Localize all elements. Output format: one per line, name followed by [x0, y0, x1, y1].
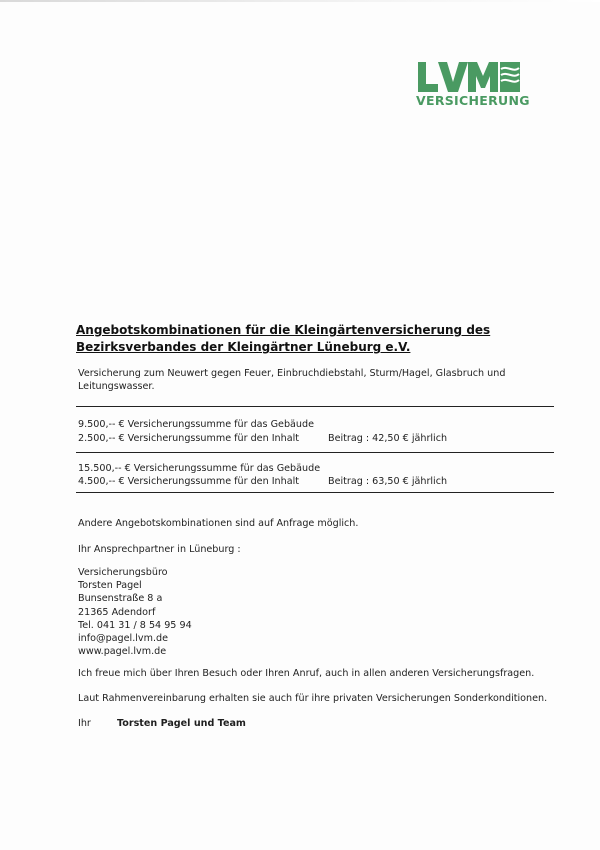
other-offers-note: Andere Angebotskombinationen sind auf Anfrage möglich. — [78, 518, 359, 529]
lvm-logo-mark — [418, 62, 520, 92]
lvm-logo — [414, 62, 530, 110]
offer-1-contents: 2.500,-- € Versicherungssumme für den Inhalt — [78, 433, 300, 444]
scan-edge — [0, 0, 600, 2]
offer-1-premium: Beitrag : 42,50 € jährlich — [328, 433, 448, 444]
contact-intro: Ihr Ansprechpartner in Lüneburg : — [78, 544, 241, 555]
address-web: www.pagel.lvm.de — [78, 646, 167, 658]
address-name: Torsten Pagel — [78, 580, 142, 592]
closing-sentence-2: Laut Rahmenvereinbarung erhalten sie auch für ihre privaten Versicherungen Sonderkonditionen. — [78, 693, 548, 704]
offer-rule-middle — [76, 452, 554, 453]
offer-2-contents: 4.500,-- € Versicherungssumme für den Inhalt — [78, 476, 300, 487]
offer-2-building: 15.500,-- € Versicherungssumme für das Gebäude — [78, 463, 321, 474]
address-street: Bunsenstraße 8 a — [78, 593, 163, 605]
offer-rule-top — [76, 406, 554, 407]
signoff-ihr: Ihr — [78, 718, 91, 729]
offer-rule-bottom — [76, 492, 554, 493]
address-phone: Tel. 041 31 / 8 54 95 94 — [78, 619, 192, 631]
lvm-logo-word: VERSICHERUNG — [416, 93, 530, 108]
contact-address — [78, 566, 192, 658]
address-city: 21365 Adendorf — [78, 606, 156, 618]
coverage-intro: Versicherung zum Neuwert gegen Feuer, Einbruchdiebstahl, Sturm/Hagel, Glasbruch und Leitungswasser. — [78, 368, 506, 392]
address-email: info@pagel.lvm.de — [78, 633, 168, 645]
address-office: Versicherungsbüro — [78, 567, 168, 578]
document-heading: Angebotskombinationen für die Kleingärtenversicherung des Bezirksverbandes der Kleingärtner Lüneburg e.V. — [76, 323, 491, 354]
signoff-name: Torsten Pagel und Team — [117, 718, 246, 729]
offer-1-building: 9.500,-- € Versicherungssumme für das Gebäude — [78, 419, 314, 430]
closing-sentence-1: Ich freue mich über Ihren Besuch oder Ihren Anruf, auch in allen anderen Versicherungsfragen. — [78, 668, 535, 679]
offer-2-premium: Beitrag : 63,50 € jährlich — [328, 476, 448, 487]
